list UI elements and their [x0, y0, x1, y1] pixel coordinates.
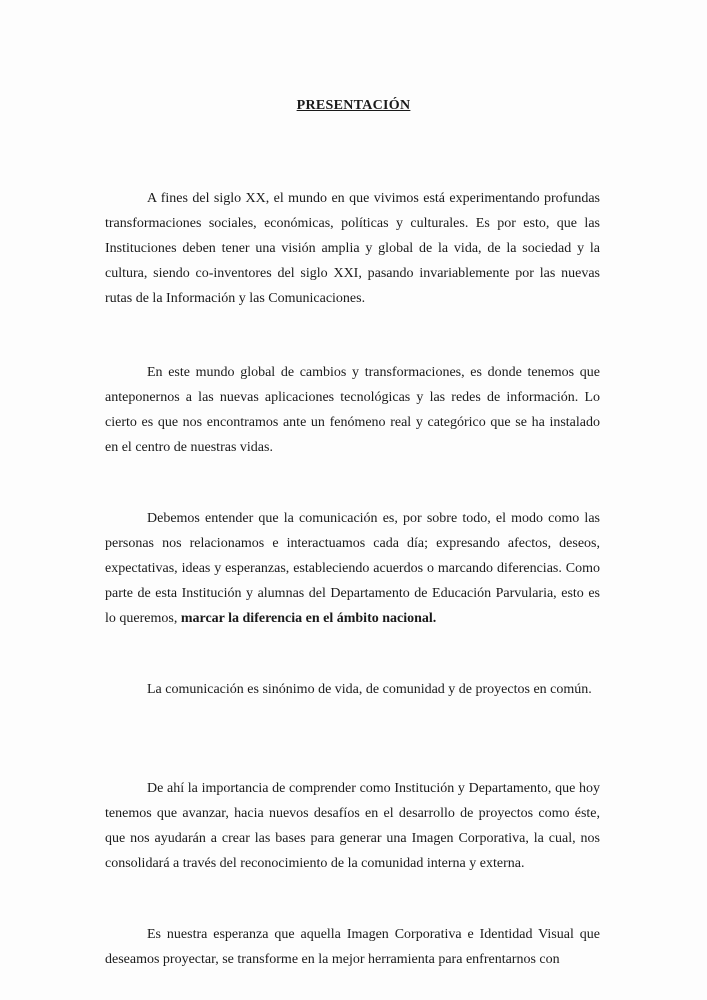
paragraph-4: La comunicación es sinónimo de vida, de comunidad y de proyectos en común.: [147, 682, 592, 697]
paragraph-1: A fines del siglo XX, el mundo en que vivimos está experimentando profundas transformaciones sociales, económicas, políticas y culturales. Es por esto, que las Instituciones deben tener una visión amplia y global de la vida, de la sociedad y la cultura, siendo co-inventores del siglo XXI, pasando invariablemente por las nuevas rutas de la Información y las Comunicaciones.: [105, 191, 600, 306]
paragraph-3: [105, 506, 600, 631]
paragraph-5: De ahí la importancia de comprender como Institución y Departamento, que hoy tenemos que avanzar, hacia nuevos desafíos en el desarrollo de proyectos como éste, que nos ayudarán a crear las bases para generar una Imagen Corporativa, la cual, nos consolidará a través del reconocimiento de la comunidad interna y externa.: [105, 781, 600, 871]
page-title: PRESENTACIÓN: [296, 98, 411, 113]
paragraph-2: En este mundo global de cambios y transformaciones, es donde tenemos que anteponernos a las nuevas aplicaciones tecnológicas y las redes de información. Lo cierto es que nos encontramos ante un fenómeno real y categórico que se ha instalado en el centro de nuestras vidas.: [105, 365, 600, 455]
paragraph-3-text: Debemos entender que la comunicación es, por sobre todo, el modo como las personas nos relacionamos e interactuamos cada día; expresando afectos, deseos, expectativas, ideas y esperanzas, estableciendo acuerdos o marcando diferencias. Como parte de esta Institución y alumnas del Departamento de Educación Parvularia, esto es lo queremos,: [105, 511, 600, 626]
paragraph-3-emphasis: marcar la diferencia en el ámbito nacional.: [180, 611, 437, 626]
paragraph-6: Es nuestra esperanza que aquella Imagen Corporativa e Identidad Visual que deseamos proyectar, se transforme en la mejor herramienta para enfrentarnos con: [105, 927, 600, 967]
